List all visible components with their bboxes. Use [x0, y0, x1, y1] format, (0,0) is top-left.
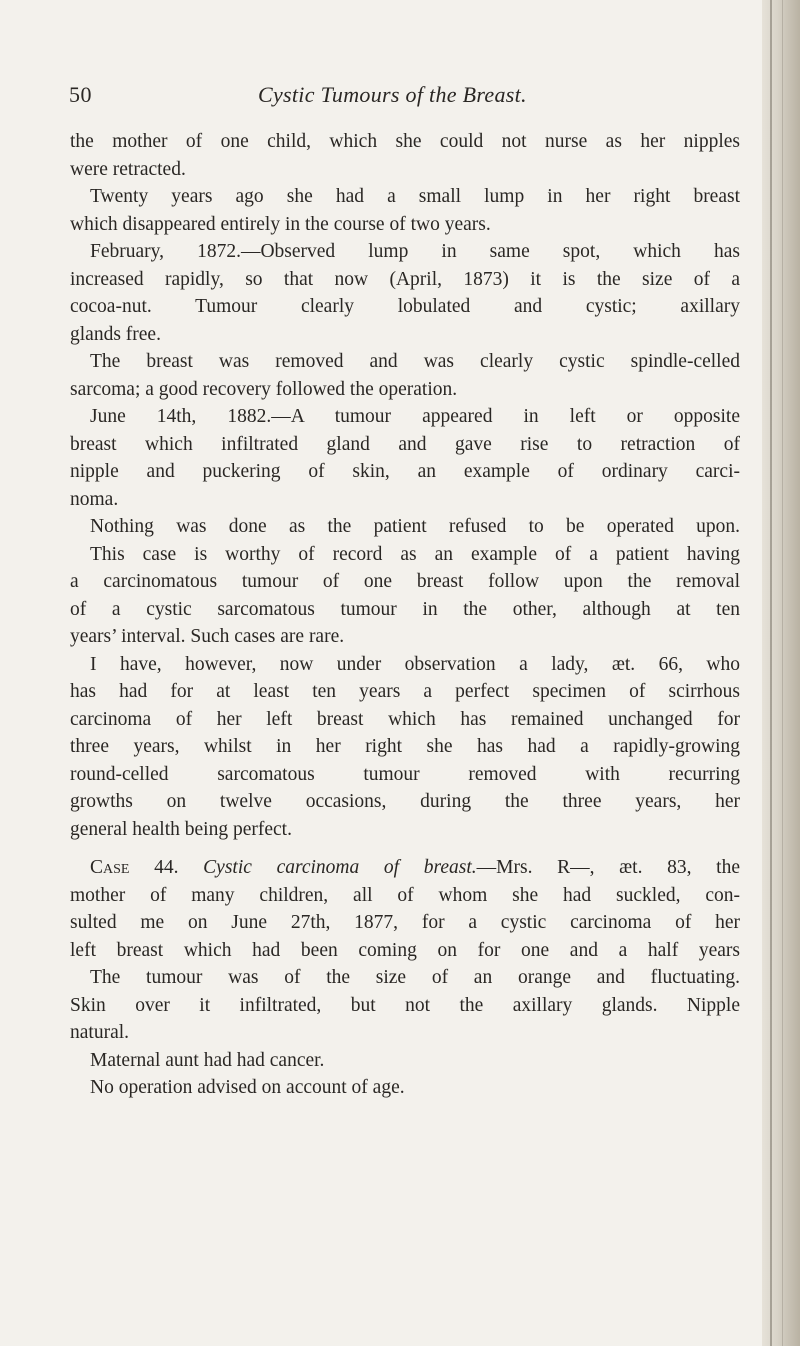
- section-gap: [70, 843, 740, 854]
- text-line: general health being perfect.: [70, 818, 292, 840]
- text-line: nipple and puckering of skin, an example of ordinary carci-: [70, 461, 740, 482]
- text-line: No operation advised on account of age.: [90, 1077, 405, 1098]
- text-line: increased rapidly, so that now (April, 1873) it is the size of a: [70, 268, 740, 290]
- page-header: [0, 82, 800, 112]
- text-line: the mother of one child, which she could not nurse as her nipples: [70, 131, 740, 152]
- text-line: were retracted.: [70, 158, 186, 180]
- running-title: Cystic Tumours of the Breast.: [258, 82, 527, 107]
- text-line: Twenty years ago she had a small lump in her right breast: [90, 186, 740, 207]
- case-title: Cystic carcinoma of breast.: [203, 857, 477, 878]
- text-line: Maternal aunt had had cancer.: [90, 1049, 325, 1071]
- case-heading-line: [70, 854, 740, 882]
- page-number: 50: [69, 82, 92, 107]
- text-line: three years, whilst in her right she has had a rapidly-growing: [70, 736, 740, 757]
- text-line: has had for at least ten years a perfect specimen of scirrhous: [70, 681, 740, 702]
- case-first-line-rest: —Mrs. R—, æt. 83, the: [476, 857, 740, 878]
- text-line: a carcinomatous tumour of one breast follow upon the removal: [70, 571, 740, 592]
- text-line: left breast which had been coming on for one and a half years: [70, 939, 740, 961]
- text-line: glands free.: [70, 323, 161, 345]
- text-line: round-celled sarcomatous tumour removed with recurring: [70, 763, 740, 785]
- page-binding-edge: [762, 0, 800, 1346]
- text-line: noma.: [70, 488, 119, 510]
- text-line: Skin over it infiltrated, but not the axillary glands. Nipple: [70, 994, 740, 1016]
- text-line: sarcoma; a good recovery followed the operation.: [70, 378, 458, 400]
- case-label: Case 44.: [90, 857, 179, 878]
- text-line: February, 1872.—Observed lump in same spot, which has: [90, 241, 740, 262]
- body-text: [70, 128, 740, 1102]
- text-line: I have, however, now under observation a lady, æt. 66, who: [90, 653, 740, 675]
- text-line: The tumour was of the size of an orange and fluctuating.: [90, 967, 740, 988]
- text-line: which disappeared entirely in the course of two years.: [70, 213, 491, 235]
- text-line: mother of many children, all of whom she had suckled, con-: [70, 884, 740, 906]
- text-line: The breast was removed and was clearly cystic spindle-celled: [90, 351, 740, 372]
- text-line: carcinoma of her left breast which has remained unchanged for: [70, 708, 740, 730]
- text-line: breast which infiltrated gland and gave rise to retraction of: [70, 433, 740, 455]
- text-line: of a cystic sarcomatous tumour in the other, although at ten: [70, 598, 740, 620]
- text-line: Nothing was done as the patient refused to be operated upon.: [90, 516, 740, 537]
- text-line: sulted me on June 27th, 1877, for a cystic carcinoma of her: [70, 912, 740, 933]
- text-line: June 14th, 1882.—A tumour appeared in left or opposite: [90, 406, 740, 427]
- text-line: This case is worthy of record as an example of a patient having: [90, 543, 740, 565]
- text-line: growths on twelve occasions, during the three years, her: [70, 791, 740, 812]
- text-line: years’ interval. Such cases are rare.: [70, 626, 345, 647]
- text-line: natural.: [70, 1022, 130, 1043]
- text-line: cocoa-nut. Tumour clearly lobulated and cystic; axillary: [70, 296, 740, 317]
